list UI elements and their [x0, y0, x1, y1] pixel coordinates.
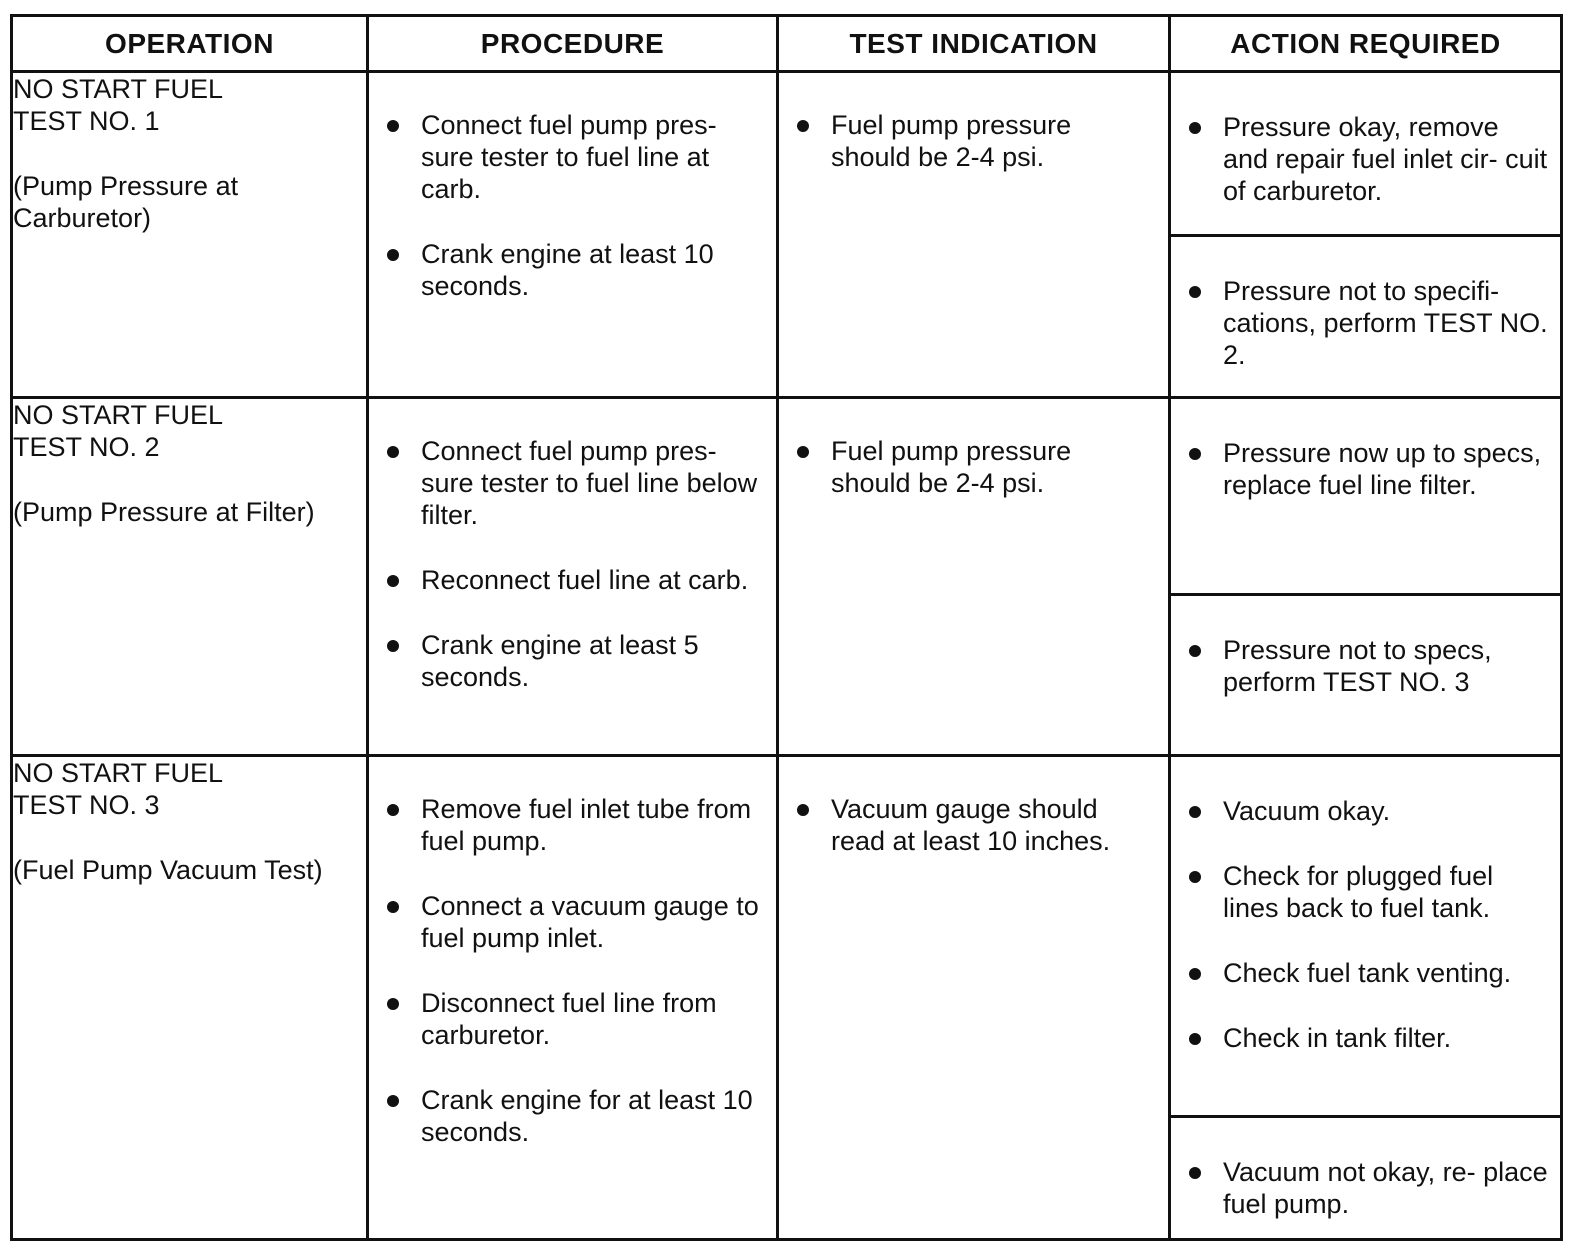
operation-subtitle: (Fuel Pump Vacuum Test) [13, 855, 323, 885]
action-item: Pressure not to specifi- cations, perform TEST NO. 2. [1185, 275, 1550, 371]
action-item: Pressure now up to specs, replace fuel line filter. [1185, 437, 1550, 501]
action-part [1171, 757, 1560, 1118]
procedure-step: Crank engine at least 10 seconds. [383, 238, 766, 302]
procedure-cell [368, 398, 778, 756]
operation-title: NO START FUEL [13, 400, 224, 430]
action-item: Check fuel tank venting. [1185, 957, 1550, 989]
action-part [1171, 399, 1560, 596]
operation-test-number: TEST NO. 1 [13, 106, 160, 136]
test-indication-cell [778, 398, 1170, 756]
action-cell [1170, 756, 1562, 1240]
table-row [12, 398, 1562, 756]
test-indication-cell [778, 72, 1170, 398]
procedure-cell [368, 756, 778, 1240]
action-part [1171, 73, 1560, 237]
operation-subtitle: (Pump Pressure at Filter) [13, 497, 315, 527]
action-item: Check in tank filter. [1185, 1022, 1550, 1054]
indication-item: Fuel pump pressure should be 2-4 psi. [793, 109, 1158, 173]
table-row [12, 72, 1562, 398]
indication-item: Vacuum gauge should read at least 10 inches. [793, 793, 1158, 857]
procedure-step: Connect fuel pump pres- sure tester to fuel line at carb. [383, 109, 766, 205]
operation-title: NO START FUEL [13, 74, 224, 104]
operation-test-number: TEST NO. 3 [13, 790, 160, 820]
test-indication-cell [778, 756, 1170, 1240]
indication-item: Fuel pump pressure should be 2-4 psi. [793, 435, 1158, 499]
procedure-step: Crank engine for at least 10 seconds. [383, 1084, 766, 1148]
operation-cell [12, 72, 368, 398]
action-part [1171, 237, 1560, 371]
operation-cell [12, 756, 368, 1240]
action-item: Vacuum not okay, re- place fuel pump. [1185, 1156, 1550, 1220]
action-part [1171, 1118, 1560, 1220]
procedure-step: Crank engine at least 5 seconds. [383, 629, 766, 693]
action-item: Check for plugged fuel lines back to fuel tank. [1185, 860, 1550, 924]
action-cell [1170, 398, 1562, 756]
procedure-step: Reconnect fuel line at carb. [383, 564, 766, 596]
procedure-step: Remove fuel inlet tube from fuel pump. [383, 793, 766, 857]
header-operation: OPERATION [12, 16, 368, 72]
action-item: Pressure not to specs, perform TEST NO. 3 [1185, 634, 1550, 698]
table-row [12, 756, 1562, 1240]
action-item: Vacuum okay. [1185, 795, 1550, 827]
procedure-step: Connect a vacuum gauge to fuel pump inlet. [383, 890, 766, 954]
fuel-test-table [10, 14, 1563, 1241]
header-test-indication: TEST INDICATION [778, 16, 1170, 72]
procedure-step: Disconnect fuel line from carburetor. [383, 987, 766, 1051]
procedure-cell [368, 72, 778, 398]
action-part [1171, 596, 1560, 698]
action-item: Pressure okay, remove and repair fuel inlet cir- cuit of carburetor. [1185, 111, 1550, 207]
operation-test-number: TEST NO. 2 [13, 432, 160, 462]
header-procedure: PROCEDURE [368, 16, 778, 72]
header-row [12, 16, 1562, 72]
header-action-required: ACTION REQUIRED [1170, 16, 1562, 72]
operation-cell [12, 398, 368, 756]
procedure-step: Connect fuel pump pres- sure tester to fuel line below filter. [383, 435, 766, 531]
action-cell [1170, 72, 1562, 398]
operation-title: NO START FUEL [13, 758, 224, 788]
operation-subtitle: (Pump Pressure at Carburetor) [13, 171, 239, 233]
